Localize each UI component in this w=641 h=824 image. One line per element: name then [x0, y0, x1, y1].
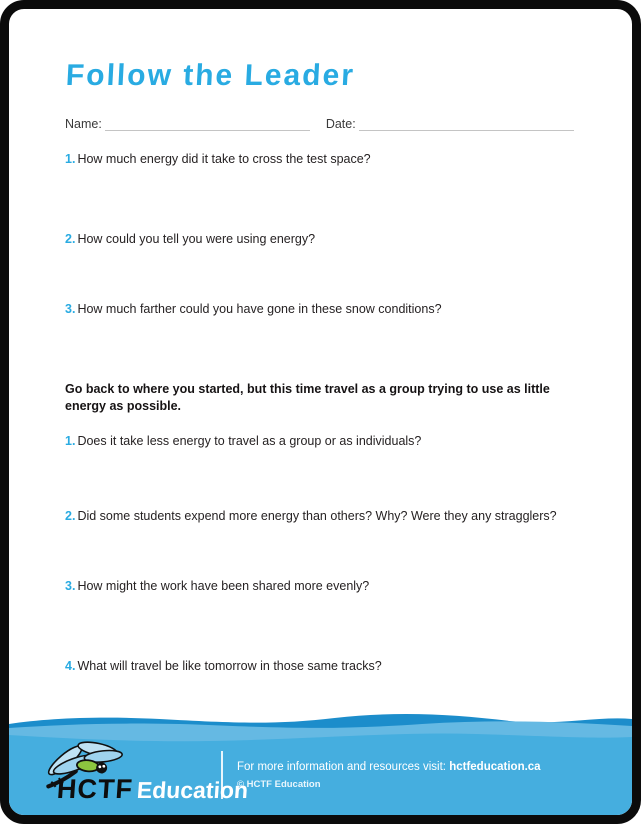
footer — [9, 703, 632, 815]
page-title: Follow the Leader — [65, 59, 356, 92]
footer-content — [9, 741, 632, 809]
copyright: © HCTF Education — [237, 779, 321, 790]
logo-education-text: Education — [136, 777, 250, 803]
hctf-logo — [9, 741, 250, 809]
question-2 — [65, 231, 574, 247]
question-3 — [65, 301, 574, 317]
question-number: 4. — [65, 659, 76, 673]
question-text: How much energy did it take to cross the test space? — [77, 152, 371, 166]
question-number: 3. — [65, 579, 76, 593]
section-intro: Go back to where you started, but this time travel as a group trying to use as little energy as possible. — [65, 382, 550, 413]
logo-text — [56, 774, 249, 805]
question-number: 2. — [65, 509, 76, 523]
question-group-4 — [65, 658, 574, 674]
question-1 — [65, 151, 574, 167]
question-number: 3. — [65, 302, 76, 316]
question-group-3 — [65, 578, 574, 594]
date-blank-line[interactable] — [359, 116, 574, 131]
question-number: 1. — [65, 434, 76, 448]
logo-hctf-text: HCTF — [55, 774, 135, 804]
info-prefix: For more information and resources visit: — [237, 761, 450, 773]
question-text: Does it take less energy to travel as a group or as individuals? — [77, 434, 422, 448]
info-line — [237, 760, 541, 775]
question-number: 2. — [65, 232, 76, 246]
name-date-row — [65, 113, 574, 131]
worksheet-content — [9, 9, 632, 674]
website-link[interactable]: hctfeducation.ca — [449, 761, 541, 773]
question-text: Did some students expend more energy than others? Why? Were they any stragglers? — [77, 509, 557, 523]
name-blank-line[interactable] — [105, 116, 310, 131]
question-group-2 — [65, 508, 574, 524]
date-label: Date: — [325, 117, 356, 131]
question-number: 1. — [65, 152, 76, 166]
question-text: How could you tell you were using energy? — [77, 232, 316, 246]
question-text: How much farther could you have gone in these snow conditions? — [77, 302, 442, 316]
question-text: How might the work have been shared more evenly? — [77, 579, 370, 593]
name-label: Name: — [65, 117, 102, 131]
question-text: What will travel be like tomorrow in those same tracks? — [77, 659, 382, 673]
footer-text — [237, 760, 541, 790]
question-group-1 — [65, 433, 574, 449]
